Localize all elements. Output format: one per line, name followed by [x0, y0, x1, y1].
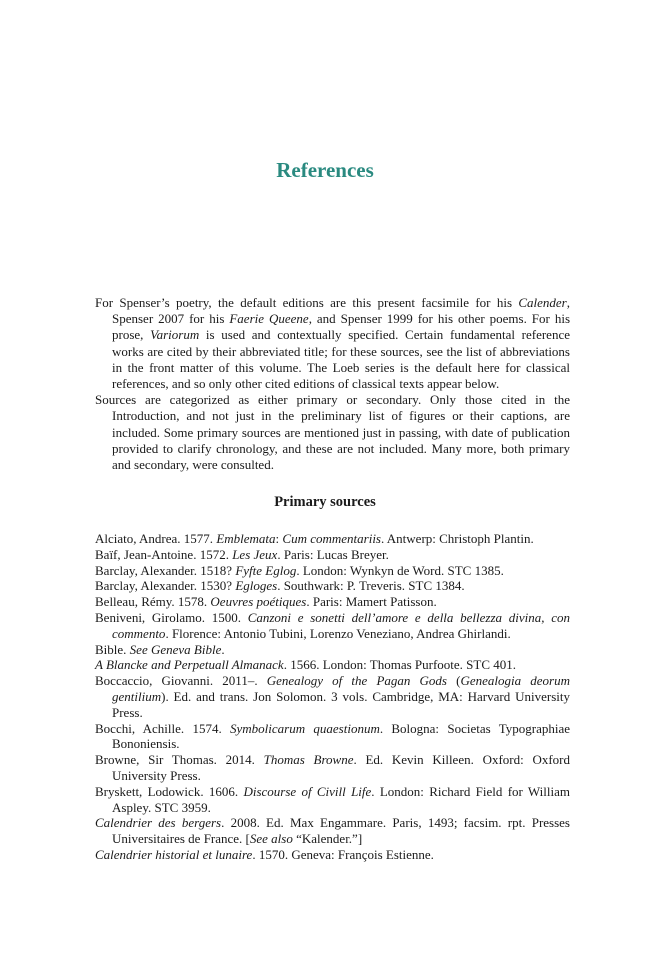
italic-text: Egloges: [235, 578, 278, 594]
intro-paragraph: [95, 295, 570, 392]
text-run: Sources are categorized as either primary or secondary. Only those cited in the Introduction, and not just in the preliminary list of figures or their captions, are included. Some primary sources are mentioned just in passing, with date of publication provided to clarify chronology, and these are not included. Many more, both primary and secondary, were consulted.: [95, 392, 570, 473]
italic-text: Faerie Queene: [229, 311, 309, 327]
italic-text: Cum commentariis: [282, 531, 381, 546]
text-run: ). Ed. and trans. Jon Solomon. 3 vols. Cambridge, MA: Harvard University Press.: [112, 688, 570, 720]
text-run: For Spenser’s poetry, the default editions are this present facsimile for his: [95, 295, 519, 310]
italic-text: Genealogy of the Pagan Gods: [266, 673, 447, 689]
intro-paragraph: [95, 392, 570, 473]
text-run: . Paris: Mamert Patisson.: [306, 594, 437, 610]
text-run: . Paris: Lucas Breyer.: [277, 546, 389, 562]
italic-text: Calender: [518, 295, 567, 310]
reference-entry: [95, 594, 570, 610]
text-run: “Kalender.”]: [292, 831, 363, 847]
italic-text: Fyfte Eglog: [235, 562, 297, 578]
italic-text: Thomas Browne: [263, 752, 354, 768]
reference-entry: [95, 642, 570, 658]
italic-text: Variorum: [150, 327, 200, 343]
reference-entry: [95, 563, 570, 579]
text-run: .: [221, 641, 225, 657]
section-heading: Primary sources: [274, 494, 376, 510]
text-run: Belleau, Rémy. 1578.: [95, 594, 211, 610]
text-run: , Spenser 2007 for his: [112, 295, 570, 327]
reference-entry: [95, 547, 570, 563]
italic-text: See Geneva Bible: [129, 641, 222, 657]
page-title: References: [276, 158, 374, 182]
text-run: is used and contextually specified. Certain fundamental reference works are cited by their abbreviated title; for these sources, see the list of abbreviations in the front matter of this volume. The Loeb series is the default here for classical references, and so only other cited editions of classical texts appear below.: [112, 327, 570, 392]
text-run: . London: Richard Field for William Aspley. STC 3959.: [112, 783, 570, 815]
text-run: . 1570. Geneva: François Estienne.: [252, 846, 434, 862]
text-run: , and Spenser 1999 for his other poems. For his prose,: [112, 311, 571, 343]
text-run: . Bologna: Societas Typographiae Bononiensis.: [112, 720, 571, 752]
reference-entry: [95, 531, 570, 547]
italic-text: Symbolicarum quaestionum: [230, 720, 380, 736]
text-run: Bocchi, Achille. 1574.: [95, 720, 230, 736]
reference-entry: [95, 847, 570, 863]
text-run: . Antwerp: Christoph Plantin.: [381, 531, 534, 546]
text-run: . Southwark: P. Treveris. STC 1384.: [277, 578, 465, 594]
text-run: Baïf, Jean-Antoine. 1572.: [95, 546, 233, 562]
italic-text: Les Jeux: [232, 546, 278, 562]
text-run: Browne, Sir Thomas. 2014.: [95, 752, 264, 768]
reference-entry: [95, 610, 570, 642]
reference-entry: [95, 784, 570, 816]
text-run: Bryskett, Lodowick. 1606.: [95, 783, 244, 799]
reference-list: [95, 531, 570, 863]
text-run: :: [275, 531, 283, 546]
italic-text: See also: [249, 831, 293, 847]
italic-text: Oeuvres poétiques: [210, 594, 307, 610]
text-run: . Ed. Kevin Killeen. Oxford: Oxford University Press.: [112, 752, 570, 783]
reference-entry: [95, 752, 570, 784]
italic-text: Canzoni e sonetti dell’amore e della bellezza divina, con commento: [112, 609, 570, 641]
italic-text: Discourse of Civill Life: [243, 783, 372, 799]
text-run: . 1566. London: Thomas Purfoote. STC 401.: [283, 657, 517, 673]
text-run: (: [446, 673, 461, 689]
text-run: . 2008. Ed. Max Engammare. Paris, 1493; facsim. rpt. Presses Universitaires de France. [: [112, 815, 570, 847]
text-run: Barclay, Alexander. 1530?: [95, 578, 236, 594]
italic-text: A Blancke and Perpetuall Almanack: [95, 657, 284, 673]
text-run: Alciato, Andrea. 1577.: [95, 531, 217, 546]
italic-text: Emblemata: [216, 531, 276, 546]
reference-entry: [95, 815, 570, 847]
italic-text: Calendrier des bergers: [95, 815, 222, 831]
text-run: Barclay, Alexander. 1518?: [95, 562, 236, 578]
text-run: . Florence: Antonio Tubini, Lorenzo Veneziano, Andrea Ghirlandi.: [165, 625, 511, 641]
text-run: Bible.: [95, 641, 130, 657]
intro-text: [95, 295, 570, 473]
text-run: Boccaccio, Giovanni. 2011–.: [95, 673, 267, 689]
reference-entry: [95, 673, 570, 720]
italic-text: Genealogia deorum gentilium: [112, 673, 570, 704]
text-run: Beniveni, Girolamo. 1500.: [95, 609, 248, 625]
reference-entry: [95, 578, 570, 594]
italic-text: Calendrier historial et lunaire: [95, 846, 253, 862]
text-run: . London: Wynkyn de Word. STC 1385.: [296, 562, 504, 578]
reference-entry: [95, 657, 570, 673]
reference-entry: [95, 721, 570, 753]
